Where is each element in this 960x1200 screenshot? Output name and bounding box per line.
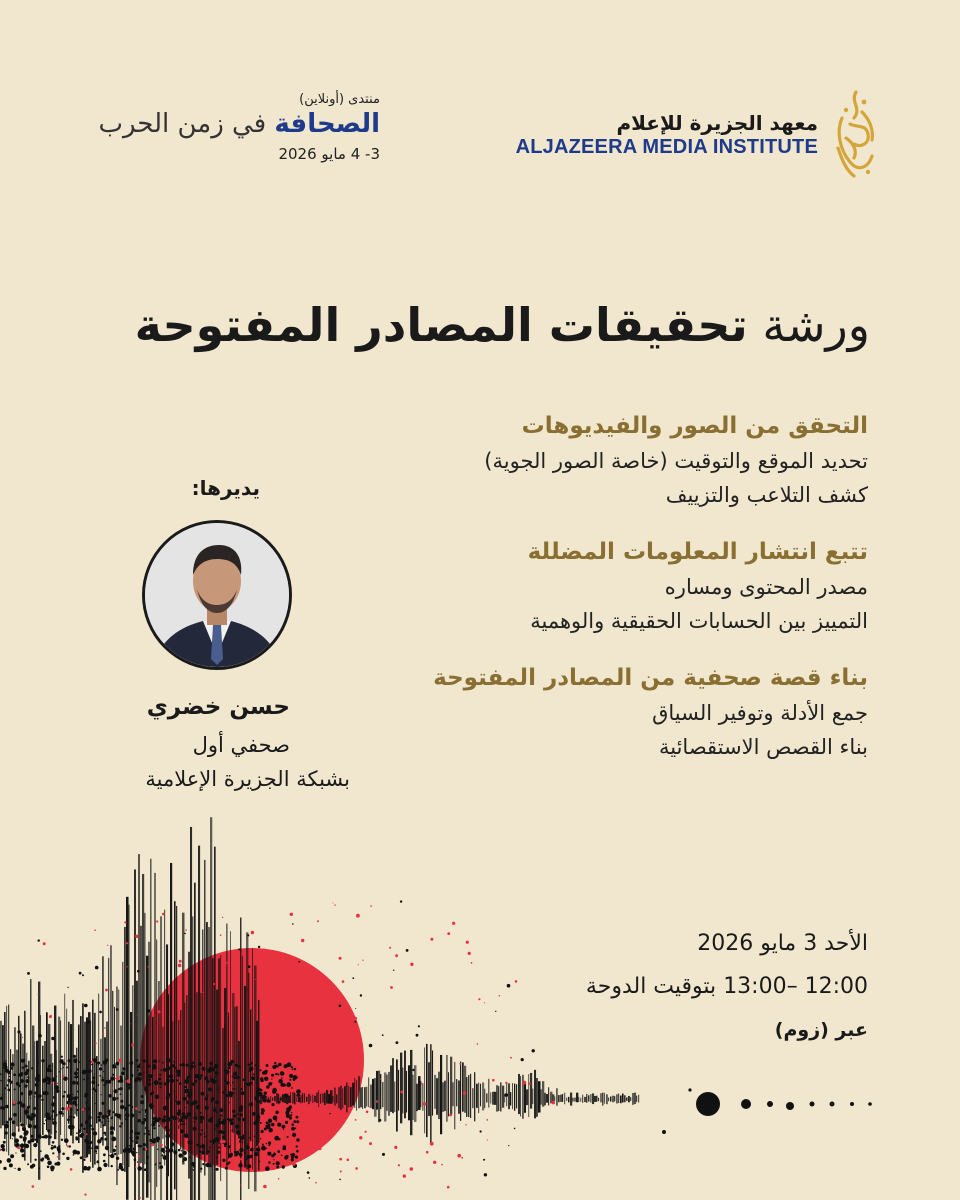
forum-subtitle: منتدى (أونلاين) [299, 92, 380, 107]
topic-heading: تتبع انتشار المعلومات المضللة [527, 539, 868, 565]
topic-item [348, 408, 868, 512]
moderator-avatar [142, 520, 292, 670]
decorative-soundwave-art [0, 810, 960, 1200]
logo-text [516, 110, 818, 158]
moderator-organization: بشبكة الجزيرة الإعلامية [145, 767, 350, 791]
event-time: 12:00 –13:00 بتوقيت الدوحة [585, 974, 868, 999]
logo-english: ALJAZEERA MEDIA INSTITUTE [515, 136, 818, 158]
topics-list [348, 408, 868, 786]
topic-line: تحديد الموقع والتوقيت (خاصة الصور الجوية) [484, 449, 868, 473]
aljazeera-logo [516, 88, 880, 180]
topic-line: التمييز بين الحسابات الحقيقية والوهمية [530, 609, 868, 633]
forum-info [80, 92, 380, 163]
moderator-role: صحفي أول [192, 733, 290, 757]
forum-title [80, 109, 380, 139]
workshop-prefix: ورشة [747, 298, 870, 352]
aljazeera-calligraphy-icon [828, 88, 880, 180]
forum-date: 3- 4 مايو 2026 [278, 145, 380, 163]
workshop-name: تحقيقات المصادر المفتوحة [134, 298, 748, 352]
topic-item [348, 660, 868, 764]
event-date: الأحد 3 مايو 2026 [697, 931, 868, 956]
logo-arabic: معهد الجزيرة للإعلام [616, 111, 818, 135]
person-portrait-icon [145, 523, 289, 667]
topic-heading: التحقق من الصور والفيديوهات [521, 413, 868, 439]
topic-line: جمع الأدلة وتوفير السياق [652, 701, 868, 725]
trailing-dots [662, 1088, 872, 1134]
moderator-label: يديرها: [191, 476, 260, 500]
forum-title-bold: الصحافة [274, 109, 380, 139]
topic-item [348, 534, 868, 638]
topic-line: مصدر المحتوى ومساره [664, 575, 868, 599]
workshop-title [135, 298, 870, 352]
topic-line: كشف التلاعب والتزييف [665, 483, 868, 507]
topic-line: بناء القصص الاستقصائية [658, 735, 868, 759]
event-platform: عبر (زوم) [774, 1019, 868, 1041]
topic-heading: بناء قصة صحفية من المصادر المفتوحة [433, 665, 868, 691]
forum-title-rest: في زمن الحرب [98, 109, 275, 139]
moderator-name: حسن خضري [146, 694, 290, 720]
